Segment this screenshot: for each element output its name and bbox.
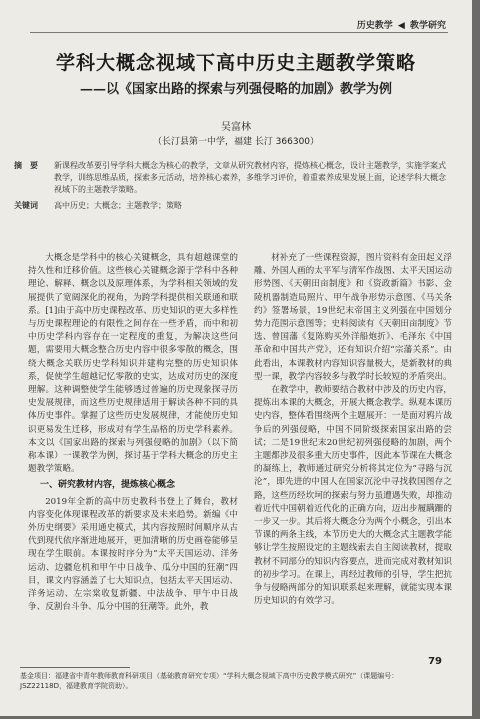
footnote: 基金项目：福建省中青年教师教育科研项目（基础教育研究专项）“学科大概念视域下高中历史教学模式研究”（课题编号：JSZ22118D，福建教育学院资助）。 — [20, 672, 399, 690]
body-paragraph: 在教学中，教师要结合教材中涉及的历史内容，提炼出本课的大概念，开展大概念教学。纵观本课历史内容，整体看围绕两个主题展开：一是面对鸦片战争后的列强侵略，中国不同阶级探索国家出路的尝试；二是19世纪末20世纪初列强侵略的加剧，两个主题都涉及很多重大历史事件，因此本节课在大概念的凝练上，教师通过研究分析将其定位为“寻路与沉沦”，即先进的中国人在国家沉沦中寻找救国图存之路，这些历经坎坷的探索与努力虽遭遇失败，却推动着近代中国朝着近代化的正确方向，迈出步履蹒跚的一步又一步。其后将大概念分为两个小概念，引出本节课的两条主线，本节历史大的大概念式主题教学能够让学生按照设定的主题线索去自主阅读教材，提取教材不同部分的知识内容要点，进而完成对教材知识的初步学习。在课上，再经过教师的引导，学生把抗争与侵略两部分的知识联系起来理解，就能实现本课历史知识的有效学习。 — [254, 385, 452, 607]
page-number: 79 — [428, 656, 442, 667]
body-paragraph: 材补充了一些课程资源，图片资料有金田起义浮雕、外国人画的太平军与清军作战图、太平天国运动形势图、《天朝田亩制度》和《资政新篇》书影、金陵机器制造局照片、甲午战争形势示意图、《马关条约》签署场景，19世纪末帝国主义列强在中国划分势力范围示意图等；史料阅读有《天朝田亩制度》节选、曾国藩《复陈购买外洋船炮折》、毛泽东《中国革命和中国共产党》，还有知识介绍“宗藩关系”。由此看出，本课教材内容知识容量极大，是新教材的典型一课，教学内容较多与教学时长较短的矛盾突出。 — [254, 253, 452, 382]
author-affiliation: （长汀县第一中学，福建 长汀 366300） — [152, 137, 320, 147]
keywords-label: 关键词 — [14, 201, 38, 210]
footnote-divider — [20, 667, 130, 668]
journal-header — [357, 18, 446, 31]
section-heading: 一、研究教材内容，提炼核心概念 — [40, 480, 176, 491]
body-column-left — [28, 252, 238, 614]
body-paragraph: 大概念是学科中的核心关键概念，具有超越课堂的持久性和迁移价值。这些核心关键概念源于学科中各种理论、解释、概念以及原理体系，为学科相关领域的发展提供了宽阔深化的视角，为跨学科提供相关联通和联系。[1]由于高中历史课程改革、历史知识的更大多样性与历史课程理论的有限性之间存在一些矛盾，而中和初中历史学科内容存在一定程度的重复，为解决这些问题，需要用大概念整合历史内容中很多零散的概念，围绕大概念关联历史学科知识并建构完整的历史知识体系，促使学生超越记忆零散的史实，达成对历史的深度理解。这种调整使学生能够透过普遍的历史现象探寻历史发展规律，而这些历史规律适用于解读各种不同的具体历史事件。掌握了这些历史发展规律，才能使历史知识更易发生迁移，形成对有学生品格的历史学科素养。本文以《国家出路的探索与列强侵略的加剧》（以下简称本课）一课教学为例，探讨基于学科大概念的历史主题教学策略。 — [28, 253, 238, 475]
article-title: 学科大概念视域下高中历史主题教学策略 — [55, 52, 416, 74]
keywords-text: 高中历史；大概念；主题教学；策略 — [54, 201, 182, 210]
abstract-label: 摘 要 — [14, 161, 38, 170]
abstract-text: 新课程改革要引导学科大概念为核心的教学，文章从研究教材内容，提炼核心概念，设计主题教学，实施学案式教学，训练思维品质，探索多元活动，培养核心素养，多维学习评价，着重素养成果发展上面，论述学科大概念视域下的主题教学策略。 — [54, 161, 446, 194]
article-subtitle: ——以《国家出路的探索与列强侵略的加剧》教学为例 — [79, 82, 392, 97]
header-divider — [30, 32, 448, 33]
abstract-block — [14, 160, 452, 212]
arrow-icon: ◀ — [397, 21, 405, 31]
body-paragraph: 2019年全新的高中历史教科书登上了舞台，教材内容变化体现课程改革的新要求及未来趋势。新编《中外历史纲要》采用通史模式，其内容按照时间顺序从古代到现代依序渐进地展开，更加清晰的历史画卷能够呈现在学生眼前。本课按时序分为“太平天国运动、洋务运动、边疆危机和甲午中日战争、瓜分中国的狂潮”四目，课文内容涵盖了七大知识点，包括太平天国运动、洋务运动、左宗棠收复新疆、中法战争、甲午中日战争、反割台斗争、瓜分中国的狂潮等。此外，教 — [28, 496, 238, 613]
body-column-right — [254, 252, 452, 608]
journal-name: 历史教学 — [356, 21, 393, 31]
section-name: 教学研究 — [409, 21, 446, 31]
article-author: 吴富林 — [221, 122, 251, 133]
